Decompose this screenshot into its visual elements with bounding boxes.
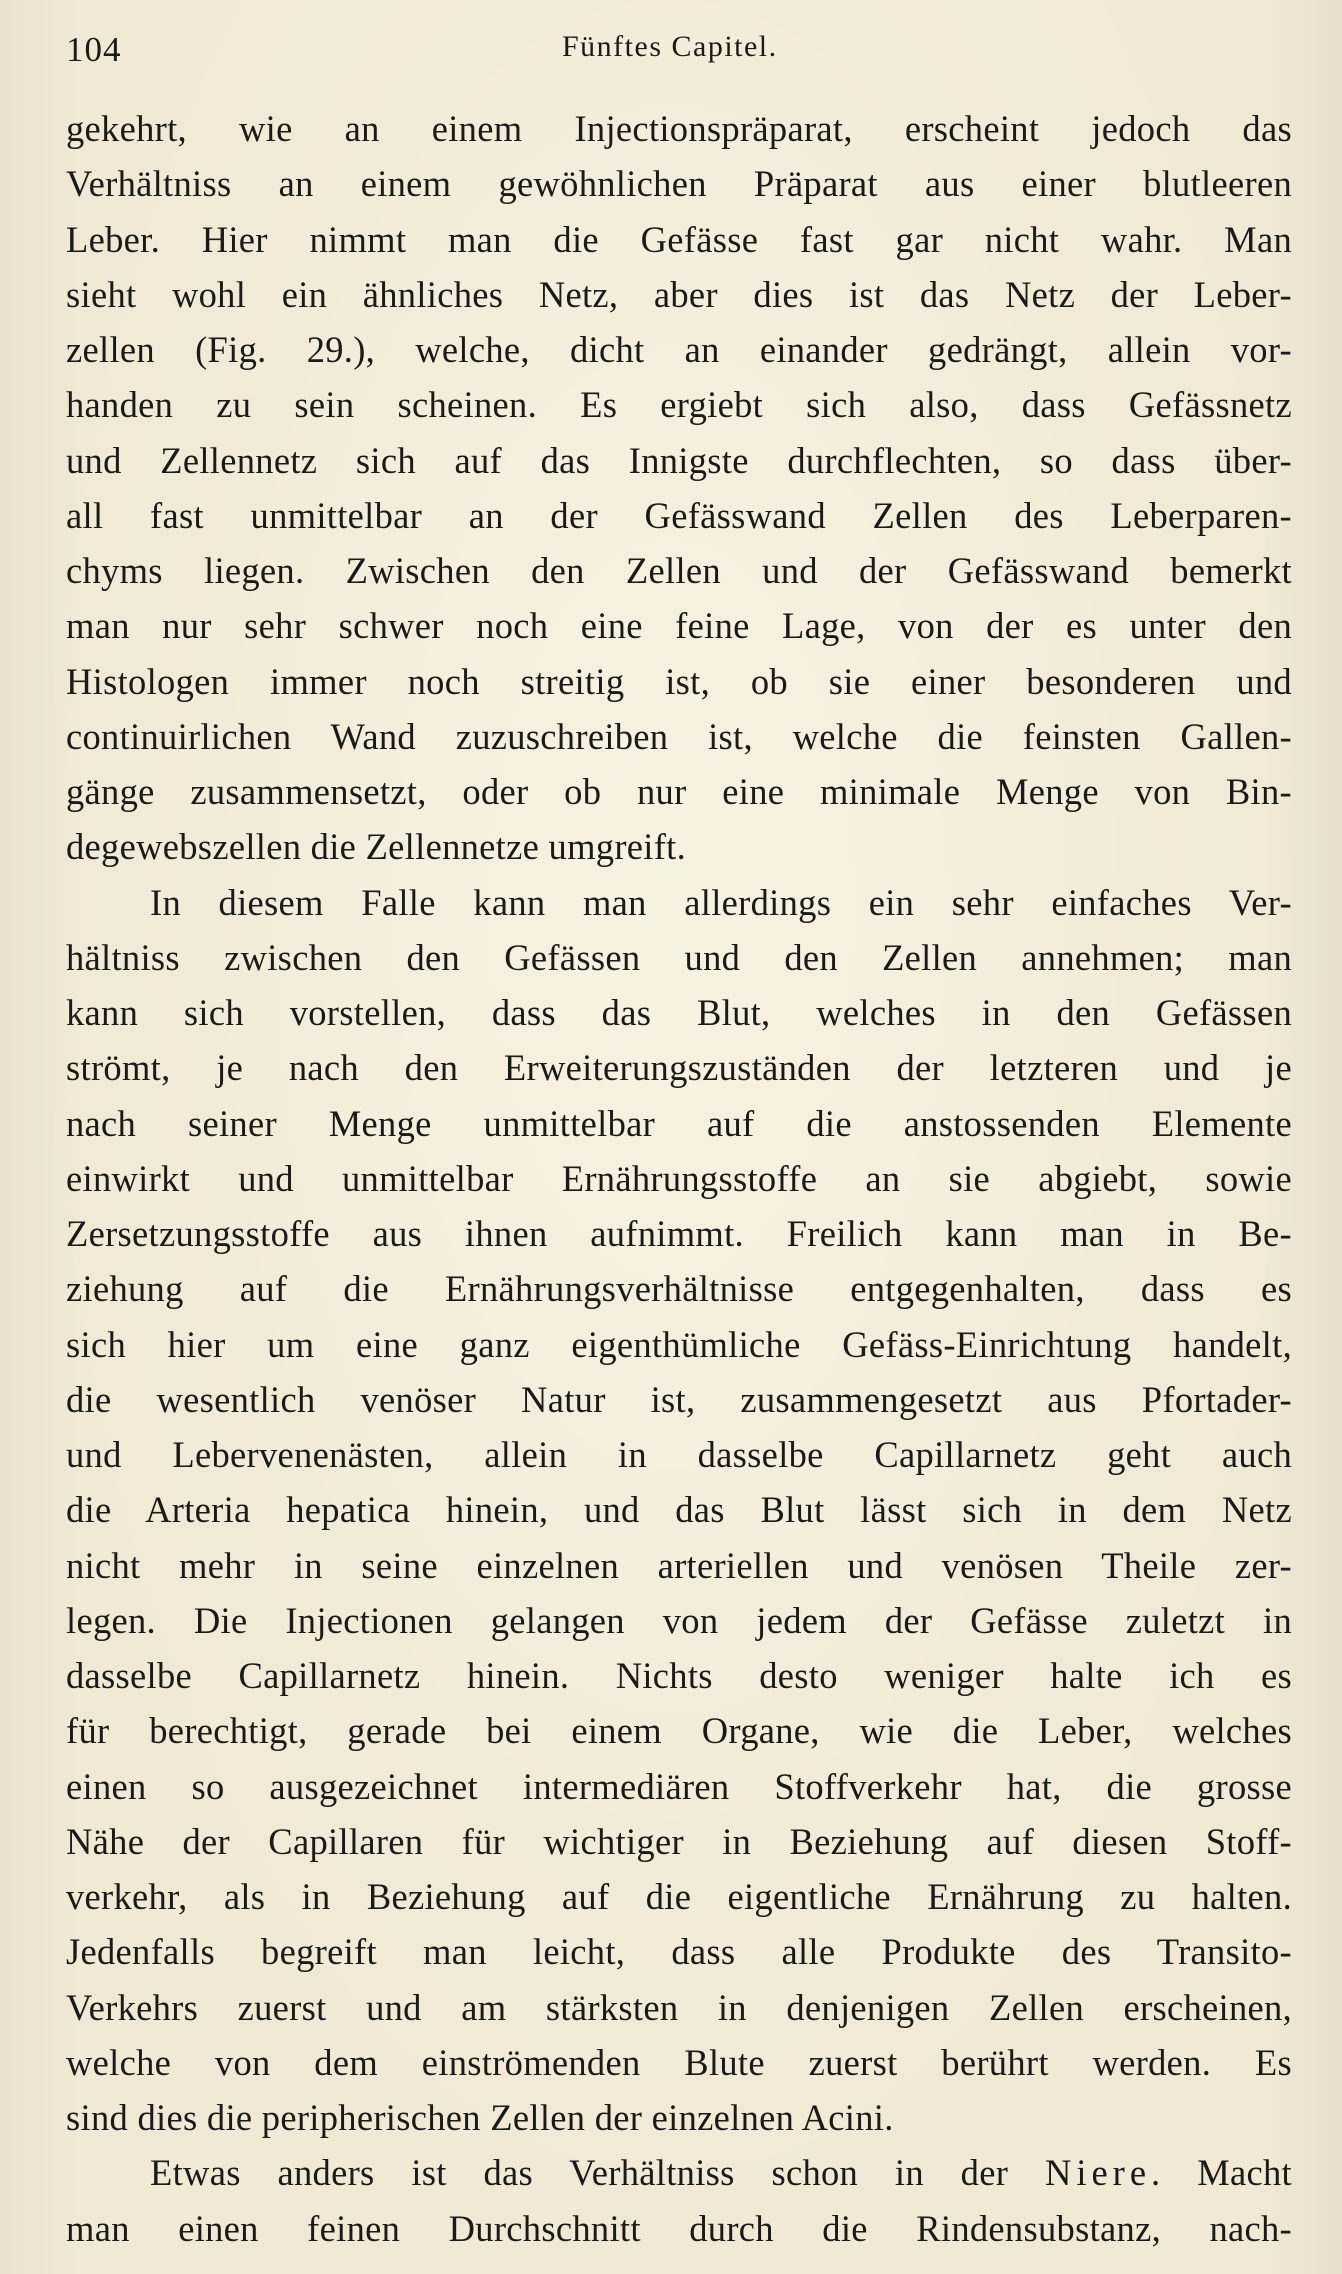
page-number: 104: [66, 30, 122, 69]
text-line: die Arteria hepatica hinein, und das Blut lässt sich in dem Netz: [66, 1489, 1292, 1531]
text-line: verkehr, als in Beziehung auf die eigentliche Ernährung zu halten.: [66, 1876, 1292, 1917]
text-line: sieht wohl ein ähnliches Netz, aber dies ist das Netz der Leber-: [66, 273, 1292, 315]
text-line: für berechtigt, gerade bei einem Organe, wie die Leber, welches: [66, 1710, 1292, 1752]
text-line: die wesentlich venöser Natur ist, zusammengesetzt aus Pfortader-: [66, 1378, 1292, 1420]
text-line: kann sich vorstellen, dass das Blut, welches in den Gefässen: [66, 992, 1292, 1033]
text-line: nicht mehr in seine einzelnen arteriellen und venösen Theile zer-: [66, 1544, 1292, 1586]
text-line: [66, 2145, 1292, 2200]
text-line: ziehung auf die Ernährungsverhältnisse entgegenhalten, dass es: [66, 1268, 1292, 1310]
text-line: gänge zusammensetzt, oder ob nur eine minimale Menge von Bin-: [66, 771, 1292, 812]
text-line: handen zu sein scheinen. Es ergiebt sich also, dass Gefässnetz: [66, 384, 1292, 426]
text-fragment: Etwas anders ist das Verhältniss schon in der: [150, 2152, 1009, 2194]
text-line: Histologen immer noch streitig ist, ob sie einer besonderen und: [66, 660, 1292, 702]
text-line: man einen feinen Durchschnitt durch die Rindensubstanz, nach-: [66, 2207, 1292, 2249]
text-line: Nähe der Capillaren für wichtiger in Beziehung auf diesen Stoff-: [66, 1820, 1292, 1862]
text-line: und Zellennetz sich auf das Innigste durchflechten, so dass über-: [66, 439, 1292, 481]
text-line: gekehrt, wie an einem Injectionspräparat, erscheint jedoch das: [66, 108, 1292, 149]
text-line: dasselbe Capillarnetz hinein. Nichts desto weniger halte ich es: [66, 1655, 1292, 1696]
text-line: all fast unmittelbar an der Gefässwand Zellen des Leberparen-: [66, 494, 1292, 536]
text-line: und Lebervenenästen, allein in dasselbe Capillarnetz geht auch: [66, 1434, 1292, 1475]
running-title: Fünftes Capitel.: [562, 30, 778, 63]
text-line: nach seiner Menge unmittelbar auf die anstossenden Elemente: [66, 1102, 1292, 1144]
text-line: Verkehrs zuerst und am stärksten in denjenigen Zellen erscheinen,: [66, 1986, 1292, 2028]
body-text: [66, 101, 1292, 2256]
text-line: einen so ausgezeichnet intermediären Stoffverkehr hat, die grosse: [66, 1765, 1292, 1807]
text-line: einwirkt und unmittelbar Ernährungsstoffe an sie abgiebt, sowie: [66, 1157, 1292, 1199]
text-line: In diesem Falle kann man allerdings ein sehr einfaches Ver-: [150, 881, 1292, 923]
text-line: Verhältniss an einem gewöhnlichen Präparat aus einer blutleeren: [66, 163, 1292, 205]
text-line: chyms liegen. Zwischen den Zellen und der Gefässwand bemerkt: [66, 550, 1292, 591]
text-line: Jedenfalls begreift man leicht, dass alle Produkte des Transito-: [66, 1931, 1292, 1973]
text-line: sind dies die peripherischen Zellen der einzelnen Acini.: [66, 2097, 894, 2138]
emphasized-word: Niere: [1044, 2152, 1152, 2194]
text-line: Zersetzungsstoffe aus ihnen aufnimmt. Freilich kann man in Be-: [66, 1213, 1292, 1254]
page-header: [66, 22, 1294, 82]
text-line: man nur sehr schwer noch eine feine Lage, von der es unter den: [66, 605, 1292, 647]
text-fragment: . Macht: [1151, 2152, 1292, 2194]
text-line: Leber. Hier nimmt man die Gefässe fast gar nicht wahr. Man: [66, 218, 1292, 260]
text-line: zellen (Fig. 29.), welche, dicht an einander gedrängt, allein vor-: [66, 329, 1292, 370]
text-line: continuirlichen Wand zuzuschreiben ist, welche die feinsten Gallen-: [66, 715, 1292, 757]
text-line: hältniss zwischen den Gefässen und den Zellen annehmen; man: [66, 936, 1292, 978]
text-line: welche von dem einströmenden Blute zuerst berührt werden. Es: [66, 2041, 1292, 2083]
text-line: strömt, je nach den Erweiterungszuständen der letzteren und je: [66, 1047, 1292, 1089]
text-line: legen. Die Injectionen gelangen von jedem der Gefässe zuletzt in: [66, 1599, 1292, 1641]
text-line: degewebszellen die Zellennetze umgreift.: [66, 826, 687, 868]
text-line: sich hier um eine ganz eigenthümliche Gefäss-Einrichtung handelt,: [66, 1323, 1292, 1365]
